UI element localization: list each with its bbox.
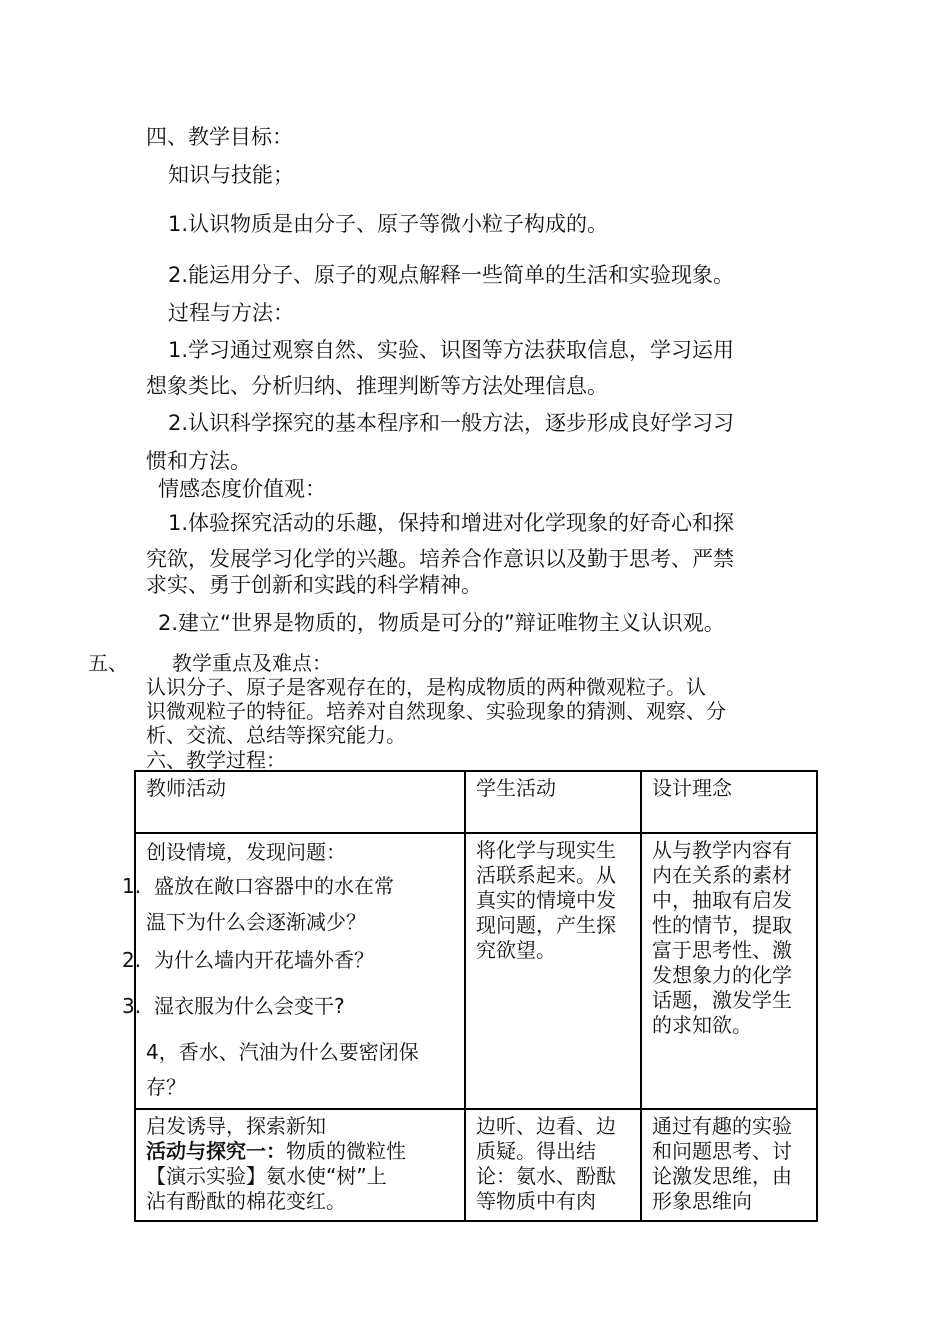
question-3 bbox=[122, 988, 456, 1024]
focus-line-1: 认识分子、原子是客观存在的，是构成物质的两种微观粒子。认 bbox=[146, 675, 706, 699]
student-activity-cell bbox=[465, 1109, 641, 1221]
activity-topic: 物质的微粒性 bbox=[286, 1139, 406, 1163]
teacher-guide-title: 启发诱导，探索新知 bbox=[146, 1114, 326, 1138]
design-concept-text: 通过有趣的实验和问题思考、讨论激发思维，由形象思维向 bbox=[652, 1114, 792, 1213]
objectives-heading: 四、教学目标： bbox=[146, 125, 293, 149]
knowledge-title: 知识与技能； bbox=[168, 163, 294, 187]
knowledge-item-2: 2.能运用分子、原子的观点解释一些简单的生活和实验现象。 bbox=[168, 263, 735, 287]
process-item-1-line-1: 1.学习通过观察自然、实验、识图等方法获取信息，学习运用 bbox=[168, 338, 735, 362]
question-1-text-b: 温下为什么会逐渐减少？ bbox=[146, 910, 366, 934]
process-item-2-line-2: 惯和方法。 bbox=[146, 449, 251, 473]
student-activity-text: 将化学与现实生活联系起来。从真实的情境中发现问题，产生探究欲望。 bbox=[476, 838, 616, 962]
header-student-activity: 学生活动 bbox=[465, 771, 641, 833]
design-concept-cell bbox=[641, 833, 817, 1109]
process-item-1-line-2: 想象类比、分析归纳、推理判断等方法处理信息。 bbox=[146, 374, 608, 398]
emotion-item-2: 2.建立“世界是物质的，物质是可分的”辩证唯物主义认识观。 bbox=[158, 611, 725, 635]
teacher-activity-cell bbox=[135, 1109, 465, 1221]
demo-experiment-line-2: 沾有酚酞的棉花变红。 bbox=[146, 1189, 346, 1213]
question-3-text: 湿衣服为什么会变干? bbox=[154, 994, 345, 1018]
table-row bbox=[135, 1109, 817, 1221]
question-4-text-a: 4，香水、汽油为什么要密闭保 bbox=[146, 1040, 419, 1064]
demo-experiment-line-1: 【演示实验】氨水使“树”上 bbox=[146, 1164, 387, 1188]
activity-label: 活动与探究一： bbox=[146, 1139, 286, 1163]
emotion-item-1-line-2: 究欲，发展学习化学的兴趣。培养合作意识以及勤于思考、严禁 bbox=[146, 547, 734, 571]
emotion-title: 情感态度价值观： bbox=[158, 477, 326, 501]
student-activity-cell bbox=[465, 833, 641, 1109]
question-1 bbox=[122, 868, 456, 904]
emotion-item-1-line-3: 求实、勇于创新和实践的科学精神。 bbox=[146, 573, 482, 597]
emotion-item-1-line-1: 1.体验探究活动的乐趣，保持和增进对化学现象的好奇心和探 bbox=[168, 511, 735, 535]
process-title: 过程与方法： bbox=[168, 301, 294, 325]
teacher-situation-title: 创设情境，发现问题： bbox=[146, 840, 346, 864]
header-design-concept: 设计理念 bbox=[641, 771, 817, 833]
process-heading: 六、教学过程： bbox=[146, 748, 286, 772]
focus-line-3: 析、交流、总结等探究能力。 bbox=[146, 723, 406, 747]
question-2 bbox=[122, 942, 456, 978]
question-2-number: 2. bbox=[122, 948, 142, 972]
process-item-2-line-1: 2.认识科学探究的基本程序和一般方法，逐步形成良好学习习 bbox=[168, 411, 735, 435]
focus-line-2: 识微观粒子的特征。培养对自然现象、实验现象的猜测、观察、分 bbox=[146, 699, 726, 723]
question-1-number: 1. bbox=[122, 874, 142, 898]
teaching-process-table bbox=[122, 770, 818, 1222]
design-concept-cell bbox=[641, 1109, 817, 1221]
activity-line bbox=[146, 1139, 456, 1164]
question-3-number: 3. bbox=[122, 994, 142, 1018]
focus-heading: 教学重点及难点： bbox=[172, 651, 332, 675]
knowledge-item-1: 1.认识物质是由分子、原子等微小粒子构成的。 bbox=[168, 212, 609, 236]
focus-number: 五、 bbox=[88, 651, 128, 675]
header-teacher-activity: 教师活动 bbox=[135, 771, 465, 833]
table-row bbox=[135, 833, 817, 1109]
question-4-text-b: 存？ bbox=[146, 1075, 186, 1099]
student-activity-text: 边听、边看、边质疑。得出结论：氨水、酚酞等物质中有肉 bbox=[476, 1114, 616, 1213]
question-2-text: 为什么墙内开花墙外香？ bbox=[154, 948, 374, 972]
teacher-activity-cell bbox=[122, 833, 465, 1109]
table-header-row bbox=[135, 771, 817, 833]
design-concept-text: 从与教学内容有内在关系的素材中，抽取有启发性的情节，提取富于思考性、激发想象力的化学话题，激发学生的求知欲。 bbox=[652, 838, 792, 1037]
question-1-text-a: 盛放在敞口容器中的水在常 bbox=[154, 874, 394, 898]
